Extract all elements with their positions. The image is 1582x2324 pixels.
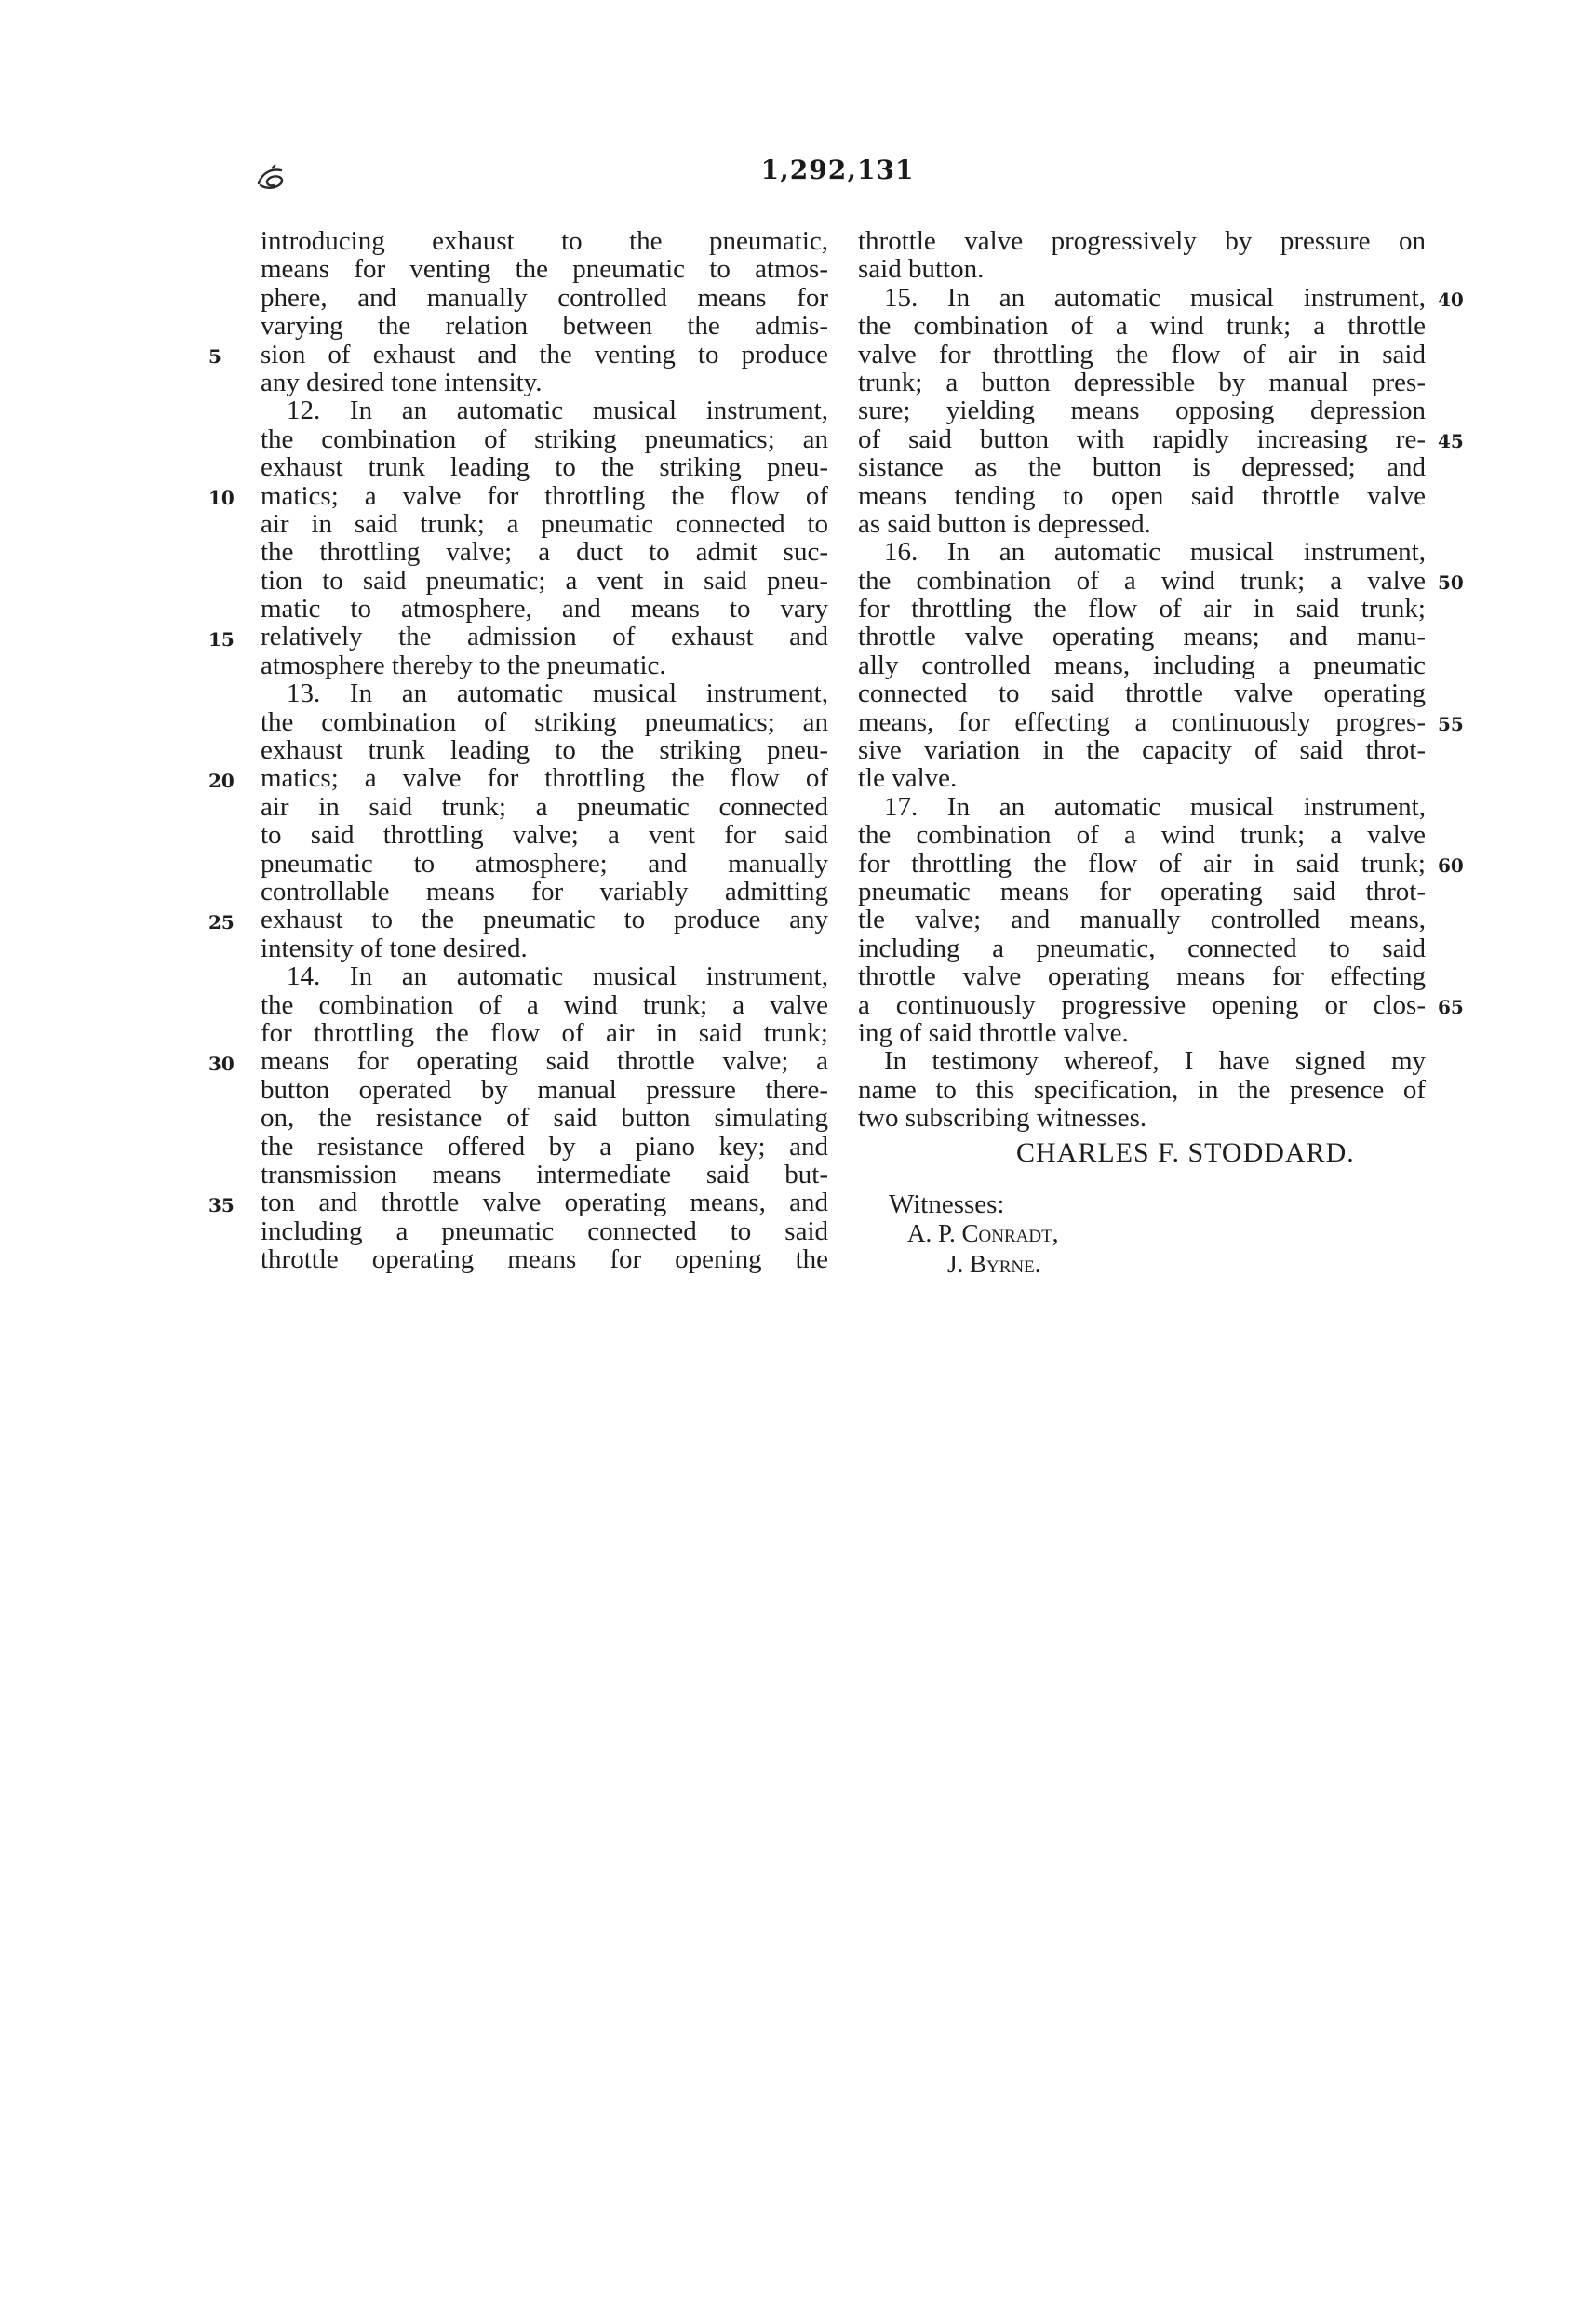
text-line: matics; a valve for throttling the flow of (261, 763, 828, 794)
witness-name: J. Byrne. (947, 1250, 1041, 1278)
text-line: intensity of tone desired. (261, 933, 528, 963)
text-line: for throttling the flow of air in said trunk; (261, 1017, 828, 1048)
text-line: as said button is depressed. (858, 508, 1151, 539)
text-line: introducing exhaust to the pneumatic, (261, 226, 828, 256)
line-number: 30 (208, 1053, 235, 1075)
text-line: the combination of a wind trunk; a valve (858, 565, 1426, 596)
claim-15-start: 15. In an automatic musical instrument, (884, 282, 1426, 313)
text-line: valve for throttling the flow of air in said (858, 339, 1426, 369)
text-line: exhaust to the pneumatic to produce any (261, 905, 828, 935)
page-six-glyph-icon (253, 163, 290, 193)
text-line: on, the resistance of said button simulating (261, 1103, 828, 1134)
claim-16-start: 16. In an automatic musical instrument, (884, 537, 1426, 568)
text-line: for throttling the flow of air in said trunk; (858, 848, 1426, 879)
line-number: 5 (208, 345, 221, 368)
line-number: 65 (1438, 996, 1464, 1018)
text-line: means, for effecting a continuously progres- (858, 706, 1426, 737)
text-line: the combination of a wind trunk; a throttle (858, 311, 1426, 342)
text-line: relatively the admission of exhaust and (261, 622, 828, 652)
text-line: air in said trunk; a pneumatic connected (261, 791, 828, 822)
text-line: button operated by manual pressure there- (261, 1074, 828, 1105)
text-line: any desired tone intensity. (261, 367, 543, 397)
text-line: atmosphere thereby to the pneumatic. (261, 650, 666, 680)
text-line: for throttling the flow of air in said trunk; (858, 594, 1426, 625)
witness-name: A. P. Conradt, (907, 1219, 1059, 1247)
text-line: varying the relation between the admis- (261, 311, 828, 342)
text-line: throttle valve progressively by pressure on (858, 226, 1426, 256)
text-line: exhaust trunk leading to the striking pneu- (261, 735, 828, 766)
text-line: connected to said throttle valve operating (858, 678, 1426, 709)
text-line: tle valve. (858, 763, 958, 794)
text-line: transmission means intermediate said but- (261, 1159, 828, 1189)
text-line: the combination of striking pneumatics; an (261, 706, 828, 737)
text-line: the combination of a wind trunk; a valve (858, 820, 1426, 851)
text-line: the combination of striking pneumatics; an (261, 423, 828, 454)
text-line: means for operating said throttle valve; a (261, 1046, 828, 1077)
text-line: name to this specification, in the presence of (858, 1074, 1426, 1105)
text-line: pneumatic means for operating said throt- (858, 876, 1426, 907)
text-line: ton and throttle valve operating means, and (261, 1188, 828, 1218)
line-number: 50 (1438, 571, 1464, 594)
text-line: including a pneumatic, connected to said (858, 933, 1426, 963)
claim-12-start: 12. In an automatic musical instrument, (287, 396, 828, 426)
text-line: a continuously progressive opening or clos- (858, 989, 1426, 1020)
text-line: throttle valve operating means for effecting (858, 961, 1426, 992)
text-line: means tending to open said throttle valve (858, 480, 1426, 511)
text-line: including a pneumatic connected to said (261, 1216, 828, 1246)
text-line: trunk; a button depressible by manual pres- (858, 367, 1426, 397)
line-number: 45 (1438, 430, 1464, 452)
line-number: 60 (1438, 854, 1464, 877)
line-number: 15 (208, 628, 235, 651)
line-number: 55 (1438, 713, 1464, 735)
text-line: air in said trunk; a pneumatic connected to (261, 508, 828, 539)
claim-13-start: 13. In an automatic musical instrument, (287, 678, 828, 709)
text-line: the resistance offered by a piano key; and (261, 1131, 828, 1162)
text-line: pneumatic to atmosphere; and manually (261, 848, 828, 879)
line-number: 10 (208, 487, 235, 509)
text-line: two subscribing witnesses. (858, 1103, 1147, 1134)
text-line: said button. (858, 254, 985, 285)
text-line: of said button with rapidly increasing re- (858, 423, 1426, 454)
claim-14-start: 14. In an automatic musical instrument, (287, 961, 828, 992)
text-line: ally controlled means, including a pneumatic (858, 650, 1426, 680)
line-number: 35 (208, 1194, 235, 1216)
text-line: ing of said throttle valve. (858, 1017, 1129, 1048)
right-text-column (858, 227, 1426, 1133)
claim-17-start: 17. In an automatic musical instrument, (884, 791, 1426, 822)
line-number: 20 (208, 770, 235, 792)
inventor-signature: CHARLES F. STODDARD. (1016, 1137, 1355, 1168)
text-line: exhaust trunk leading to the striking pneu- (261, 452, 828, 483)
text-line: the combination of a wind trunk; a valve (261, 989, 828, 1020)
left-text-column (261, 227, 828, 1273)
line-number: 40 (1438, 289, 1464, 311)
text-line: means for venting the pneumatic to atmos- (261, 254, 828, 285)
text-line: to said throttling valve; a vent for said (261, 820, 828, 851)
testimony-start: In testimony whereof, I have signed my (884, 1046, 1426, 1077)
page-number-mark-icon (253, 163, 290, 193)
line-number: 25 (208, 911, 235, 934)
witnesses-label: Witnesses: (889, 1189, 1005, 1219)
text-line: sive variation in the capacity of said throt- (858, 735, 1426, 766)
text-line: matics; a valve for throttling the flow of (261, 480, 828, 511)
text-line: matic to atmosphere, and means to vary (261, 594, 828, 625)
text-line: throttle valve operating means; and manu- (858, 622, 1426, 652)
text-line: tle valve; and manually controlled means, (858, 905, 1426, 935)
text-line: sure; yielding means opposing depression (858, 396, 1426, 426)
text-line: sistance as the button is depressed; and (858, 452, 1426, 483)
text-line: the throttling valve; a duct to admit suc- (261, 537, 828, 568)
text-line: throttle operating means for opening the (261, 1244, 828, 1275)
text-line: controllable means for variably admitting (261, 876, 828, 907)
text-line: tion to said pneumatic; a vent in said pneu- (261, 565, 828, 596)
text-line: phere, and manually controlled means for (261, 282, 828, 313)
text-line: sion of exhaust and the venting to produce (261, 339, 828, 369)
patent-number: 1,292,131 (760, 154, 915, 185)
